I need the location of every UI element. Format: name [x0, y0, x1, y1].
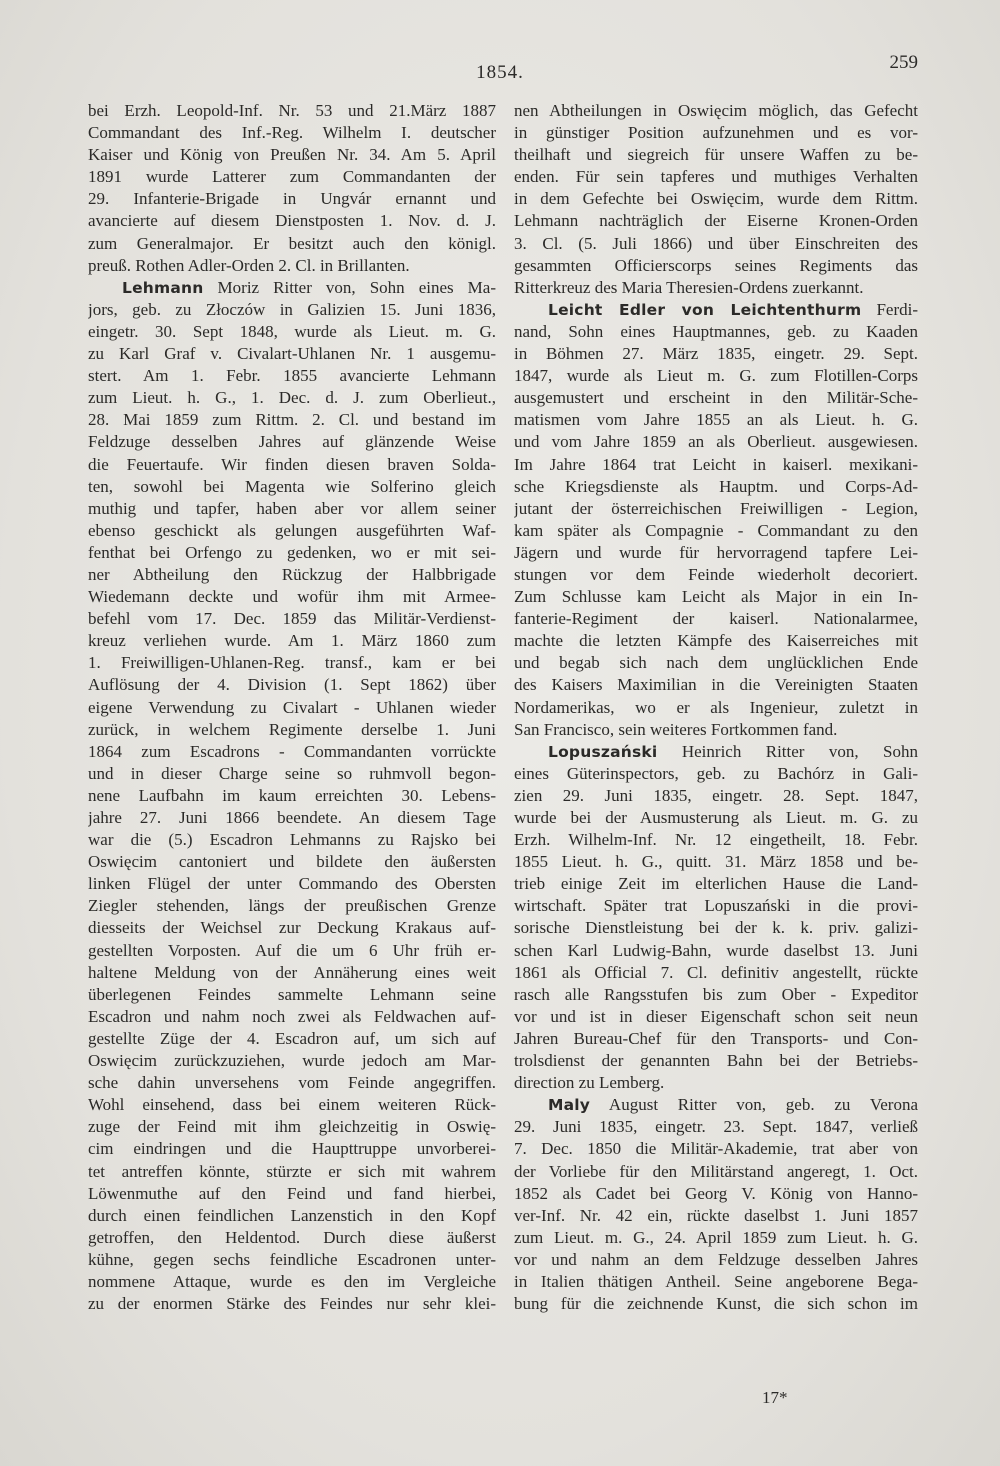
text-line: [514, 719, 918, 741]
line-text: kühne, gegen sechs feindliche Escadronen unter-: [88, 1249, 496, 1269]
line-text: rasch alle Rangsstufen bis zum Ober - Expeditor: [514, 984, 918, 1004]
text-line: [514, 144, 918, 166]
text-line: [88, 917, 496, 939]
line-text: Feldzuge desselben Jahres auf glänzende Weise: [88, 432, 496, 452]
text-line: [514, 321, 918, 343]
line-text: gestellte Züge der 4. Escadron auf, um sich auf: [88, 1028, 496, 1048]
line-text: getroffen, den Heldentod. Durch diese äußerst: [88, 1227, 496, 1247]
text-line: [514, 1293, 918, 1315]
text-line: [514, 674, 918, 696]
right-text-column: [514, 100, 918, 1315]
entry-name: Leicht Edler von Leichtenthurm: [548, 300, 862, 319]
line-text: 1847, wurde als Lieut m. G. zum Flotillen-Corps: [514, 366, 918, 386]
line-text: Auflösung der 4. Division (1. Sept 1862) über: [88, 675, 496, 695]
text-line: [514, 807, 918, 829]
text-line: [88, 1050, 496, 1072]
line-text: fanterie-Regiment der kaiserl. Nationalarmee,: [514, 609, 918, 629]
text-line: [88, 1271, 496, 1293]
line-text: 1861 als Official 7. Cl. definitiv angestellt, rückte: [514, 962, 918, 982]
text-line: [88, 498, 496, 520]
line-text: 1855 Lieut. h. G., quitt. 31. März 1858 und be-: [514, 852, 918, 872]
line-text: ausgemustert und erscheint in den Militär-Sche-: [514, 388, 918, 408]
line-text: vor und ist in dieser Eigenschaft schon seit neun: [514, 1006, 918, 1026]
text-line: [514, 409, 918, 431]
text-line: [88, 829, 496, 851]
text-line: [514, 586, 918, 608]
text-line: [88, 520, 496, 542]
line-text: überlegenen Feindes sammelte Lehmann seine: [88, 984, 496, 1004]
text-line: [88, 785, 496, 807]
text-line: [514, 343, 918, 365]
text-line: [514, 873, 918, 895]
line-text: kreuz verliehen wurde. Am 1. März 1860 zum: [88, 631, 496, 651]
text-line: [88, 586, 496, 608]
line-text: in günstiger Position aufzunehmen und es vor-: [514, 123, 918, 143]
line-text: ebenso geschickt als gelungen ausgeführten Waf-: [88, 520, 496, 540]
entry-heading-line: [514, 299, 918, 321]
line-text: August Ritter von, geb. zu Verona: [590, 1095, 918, 1115]
line-text: nen Abtheilungen in Oswięcim möglich, das Gefecht: [514, 101, 918, 120]
line-text: direction zu Lemberg.: [514, 1073, 665, 1093]
text-line: [514, 895, 918, 917]
text-line: [514, 255, 918, 277]
line-text: und vom Jahre 1859 an als Oberlieut. ausgewiesen.: [514, 432, 918, 452]
line-text: des Kaisers Maximilian in die Vereinigten Staaten: [514, 675, 918, 695]
text-line: [514, 1116, 918, 1138]
text-line: [88, 807, 496, 829]
line-text: schen Karl Ludwig-Bahn, wurde daselbst 13. Juni: [514, 940, 918, 960]
text-line: [514, 1161, 918, 1183]
text-line: [514, 1183, 918, 1205]
entry-heading-line: [514, 1094, 918, 1116]
text-line: [514, 476, 918, 498]
text-line: [514, 1205, 918, 1227]
line-text: Jägern und wurde für hervorragend tapfere Lei-: [514, 542, 918, 562]
text-line: [514, 1271, 918, 1293]
line-text: fenthat bei Orfengo zu gedenken, wo er mit sei-: [88, 542, 496, 562]
line-text: zien 29. Juni 1835, eingetr. 28. Sept. 1847,: [514, 785, 918, 805]
line-text: cim eindringen und die Haupttruppe unvorberei-: [88, 1139, 496, 1159]
text-line: [514, 630, 918, 652]
line-text: durch einen feindlichen Lanzenstich in den Kopf: [88, 1205, 496, 1225]
text-line: [88, 1161, 496, 1183]
line-text: zum Generalmajor. Er besitzt auch den königl.: [88, 233, 496, 253]
line-text: matismen vom Jahre 1855 an als Lieut. h. G.: [514, 410, 918, 430]
text-line: [88, 851, 496, 873]
entry-name: Lopuszański: [548, 742, 658, 761]
text-line: [88, 365, 496, 387]
entry-heading-line: [514, 741, 918, 763]
line-text: sorische Dienstleistung bei der k. k. priv. galizi-: [514, 918, 918, 938]
line-text: Lehmann nachträglich der Eiserne Kronen-Orden: [514, 211, 918, 231]
text-line: [514, 652, 918, 674]
line-text: haltene Meldung von der Annäherung eines weit: [88, 962, 496, 982]
line-text: Escadron und nahm noch zwei als Feldwachen auf-: [88, 1006, 496, 1026]
line-text: theilhaft und siegreich für unsere Waffen zu be-: [514, 145, 918, 165]
text-line: [88, 1072, 496, 1094]
line-text: in Italien thätigen Antheil. Seine angeborene Bega-: [514, 1271, 918, 1291]
text-line: [88, 1205, 496, 1227]
line-text: Ferdi-: [861, 299, 918, 319]
line-text: in dem Gefechte bei Oswięcim, wurde dem Rittm.: [514, 189, 918, 209]
line-text: zurück, in welchem Regimente derselbe 1. Juni: [88, 719, 496, 739]
text-line: [514, 100, 918, 122]
text-line: [514, 917, 918, 939]
entry-heading-line: [88, 277, 496, 299]
line-text: Heinrich Ritter von, Sohn: [657, 741, 918, 761]
text-line: [514, 454, 918, 476]
line-text: bung für die zeichnende Kunst, die sich schon im: [514, 1294, 918, 1314]
line-text: Oswięcim zurückzuziehen, wurde jedoch am Mar-: [88, 1051, 496, 1071]
line-text: vor und nahm an dem Feldzuge desselben Jahres: [514, 1249, 918, 1269]
line-text: Wohl einsehend, dass bei einem weiteren Rück-: [88, 1095, 496, 1115]
text-line: [514, 365, 918, 387]
text-line: [88, 1138, 496, 1160]
text-line: [88, 144, 496, 166]
line-text: gestellten Vorposten. Auf die um 6 Uhr früh er-: [88, 940, 496, 960]
line-text: Erzh. Wilhelm-Inf. Nr. 12 eingetheilt, 18. Febr.: [514, 830, 918, 850]
line-text: 1852 als Cadet bei Georg V. König von Hanno-: [514, 1183, 918, 1203]
line-text: diesseits der Weichsel zur Deckung Krakaus auf-: [88, 918, 496, 938]
line-text: stert. Am 1. Febr. 1855 avancierte Lehmann: [88, 366, 496, 386]
text-line: [514, 564, 918, 586]
line-text: und begab sich nach dem unglücklichen Ende: [514, 653, 918, 673]
text-line: [514, 166, 918, 188]
line-text: Zum Schlusse kam Leicht als Major in ein In-: [514, 587, 918, 607]
text-line: [88, 542, 496, 564]
line-text: nand, Sohn eines Hauptmannes, geb. zu Kaaden: [514, 321, 918, 341]
line-text: eigene Verwendung zu Civalart - Uhlanen wieder: [88, 697, 496, 717]
line-text: preuß. Rothen Adler-Orden 2. Cl. in Brillanten.: [88, 255, 410, 275]
text-line: [514, 122, 918, 144]
line-text: wirtschaft. Später trat Lopuszański in die provi-: [514, 896, 918, 916]
text-line: [88, 1183, 496, 1205]
text-line: [88, 299, 496, 321]
running-header-year: 1854.: [476, 62, 524, 83]
text-line: [88, 652, 496, 674]
line-text: zum Lieut. m. G., 24. April 1859 zum Lieut. h. G.: [514, 1227, 918, 1247]
text-line: [88, 100, 496, 122]
text-line: [88, 1227, 496, 1249]
text-line: [514, 431, 918, 453]
line-text: muthig und tapfer, haben aber vor allem seiner: [88, 498, 496, 518]
text-line: [88, 1249, 496, 1271]
line-text: zuge der Feind mit ihm gleichzeitig in Oswię-: [88, 1117, 496, 1137]
text-line: [88, 1094, 496, 1116]
text-line: [88, 741, 496, 763]
text-line: [514, 1249, 918, 1271]
line-text: wurde bei der Ausmusterung als Lieut. m. G. zu: [514, 808, 918, 827]
text-line: [514, 1138, 918, 1160]
text-line: [88, 940, 496, 962]
line-text: in Böhmen 27. März 1835, eingetr. 29. Sept.: [514, 344, 918, 364]
text-line: [88, 188, 496, 210]
line-text: trieb einige Zeit im elterlichen Hause die Land-: [514, 874, 918, 894]
text-line: [88, 255, 496, 277]
text-line: [514, 940, 918, 962]
text-line: [514, 1028, 918, 1050]
text-line: [88, 895, 496, 917]
line-text: stungen vor dem Feinde wiederholt decoriert.: [514, 564, 918, 584]
text-line: [514, 387, 918, 409]
line-text: avancierte auf diesem Dienstposten 1. Nov. d. J.: [88, 211, 496, 231]
line-text: bei Erzh. Leopold-Inf. Nr. 53 und 21.März 1887: [88, 101, 496, 120]
line-text: befehl vom 17. Dec. 1859 das Militär-Verdienst-: [88, 609, 496, 629]
text-line: [88, 409, 496, 431]
line-text: ver-Inf. Nr. 42 ein, rückte daselbst 1. Juni 1857: [514, 1205, 918, 1225]
text-line: [88, 122, 496, 144]
text-line: [88, 210, 496, 232]
line-text: Kaiser und König von Preußen Nr. 34. Am 5. April: [88, 145, 496, 165]
line-text: machte die letzten Kämpfe des Kaiserreiches mit: [514, 631, 918, 651]
line-text: 1. Freiwilligen-Uhlanen-Reg. transf., kam er bei: [88, 653, 496, 673]
line-text: 1864 zum Escadrons - Commandanten vorrückte: [88, 741, 496, 761]
text-line: [514, 498, 918, 520]
line-text: eines Güterinspectors, geb. zu Bachórz in Gali-: [514, 763, 918, 783]
text-line: [88, 476, 496, 498]
line-text: und in dieser Charge seine so ruhmvoll begon-: [88, 763, 496, 783]
line-text: 1891 wurde Latterer zum Commandanten der: [88, 167, 496, 187]
left-text-column: [88, 100, 496, 1315]
page-number: 259: [889, 52, 918, 73]
text-line: [88, 674, 496, 696]
column-gutter: [505, 100, 506, 1360]
printer-signature-mark: 17*: [762, 1388, 788, 1407]
line-text: Wiedemann deckte und wofür ihm mit Armee-: [88, 587, 496, 607]
line-text: nene Laufbahn im kaum erreichten 30. Lebens-: [88, 785, 496, 805]
text-line: [88, 984, 496, 1006]
text-line: [514, 984, 918, 1006]
line-text: jutant der österreichischen Freiwilligen - Legion,: [514, 498, 918, 518]
text-line: [88, 233, 496, 255]
line-text: Moriz Ritter von, Sohn eines Ma-: [203, 277, 496, 297]
entry-name: Maly: [548, 1096, 591, 1115]
text-line: [514, 233, 918, 255]
line-text: zu Karl Graf v. Civalart-Uhlanen Nr. 1 ausgemu-: [88, 344, 496, 364]
text-line: [514, 829, 918, 851]
text-line: [88, 873, 496, 895]
text-line: [514, 210, 918, 232]
text-line: [88, 1293, 496, 1315]
text-line: [88, 719, 496, 741]
text-line: [88, 1006, 496, 1028]
text-line: [88, 564, 496, 586]
text-line: [514, 962, 918, 984]
text-line: [514, 542, 918, 564]
text-line: [514, 851, 918, 873]
text-line: [514, 697, 918, 719]
line-text: Commandant des Inf.-Reg. Wilhelm I. deutscher: [88, 123, 496, 143]
line-text: sche dahin unversehens vom Feinde angegriffen.: [88, 1073, 496, 1093]
text-line: [514, 1050, 918, 1072]
text-line: [88, 630, 496, 652]
text-line: [88, 608, 496, 630]
line-text: Ritterkreuz des Maria Theresien-Ordens zuerkannt.: [514, 277, 864, 297]
line-text: 29. Juni 1835, eingetr. 23. Sept. 1847, verließ: [514, 1117, 918, 1137]
text-line: [88, 962, 496, 984]
line-text: 28. Mai 1859 zum Rittm. 2. Cl. und bestand im: [88, 410, 496, 430]
line-text: tet antreffen könnte, stürzte er sich mit wahrem: [88, 1161, 496, 1181]
line-text: Nordamerikas, wo er als Ingenieur, zuletzt in: [514, 697, 918, 717]
line-text: eingetr. 30. Sept 1848, wurde als Lieut. m. G.: [88, 321, 496, 341]
line-text: jors, geb. zu Złoczów in Galizien 15. Juni 1836,: [88, 299, 496, 319]
line-text: Jahren Bureau-Chef für den Transports- und Con-: [514, 1028, 918, 1048]
line-text: ten, sowohl bei Magenta wie Solferino gleich: [88, 476, 496, 496]
text-line: [514, 1072, 918, 1094]
text-line: [514, 785, 918, 807]
text-line: [88, 454, 496, 476]
text-line: [514, 520, 918, 542]
text-line: [514, 277, 918, 299]
text-line: [88, 343, 496, 365]
line-text: zum Lieut. h. G., 1. Dec. d. J. zum Oberlieut.,: [88, 388, 496, 408]
line-text: Im Jahre 1864 trat Leicht in kaiserl. mexikani-: [514, 454, 918, 474]
line-text: 3. Cl. (5. Juli 1866) und über Einschreiten des: [514, 233, 918, 253]
text-line: [88, 1028, 496, 1050]
text-line: [514, 608, 918, 630]
text-line: [514, 1227, 918, 1249]
line-text: Ziegler stehenden, längs der preußischen Grenze: [88, 896, 496, 916]
line-text: trolsdienst der genannten Bahn bei der Betriebs-: [514, 1051, 918, 1071]
line-text: kam später als Compagnie - Commandant zu den: [514, 520, 918, 540]
line-text: sche Kriegsdienste als Hauptm. und Corps-Ad-: [514, 476, 918, 496]
text-line: [88, 321, 496, 343]
line-text: Oswięcim cantoniert und bildete den äußersten: [88, 852, 496, 872]
text-line: [88, 387, 496, 409]
line-text: San Francisco, sein weiteres Fortkommen fand.: [514, 719, 838, 739]
text-line: [514, 763, 918, 785]
line-text: 29. Infanterie-Brigade in Ungvár ernannt und: [88, 189, 496, 209]
line-text: 7. Dec. 1850 die Militär-Akademie, trat aber von: [514, 1139, 918, 1159]
text-line: [514, 188, 918, 210]
text-line: [88, 763, 496, 785]
line-text: zu der enormen Stärke des Feindes nur sehr klei-: [88, 1294, 496, 1314]
text-line: [514, 1006, 918, 1028]
text-line: [88, 166, 496, 188]
line-text: Löwenmuthe auf den Feind und fand hierbei,: [88, 1183, 496, 1203]
line-text: gesammten Officierscorps seines Regiments das: [514, 255, 918, 275]
line-text: die Feuertaufe. Wir finden diesen braven Solda-: [88, 454, 496, 474]
entry-name: Lehmann: [122, 278, 204, 297]
line-text: linken Flügel der unter Commando des Obersten: [88, 874, 496, 894]
line-text: ner Abtheilung den Rückzug der Halbbrigade: [88, 564, 496, 584]
line-text: jahre 27. Juni 1866 beendete. An diesem Tage: [88, 808, 496, 827]
line-text: nommene Attaque, wurde es den im Vergleiche: [88, 1271, 496, 1291]
text-line: [88, 431, 496, 453]
line-text: war die (5.) Escadron Lehmanns zu Rajsko bei: [88, 830, 496, 850]
text-line: [88, 697, 496, 719]
line-text: der Vorliebe für den Militärstand angeregt, 1. Oct.: [514, 1161, 918, 1181]
line-text: enden. Für sein tapferes und muthiges Verhalten: [514, 167, 918, 187]
text-line: [88, 1116, 496, 1138]
